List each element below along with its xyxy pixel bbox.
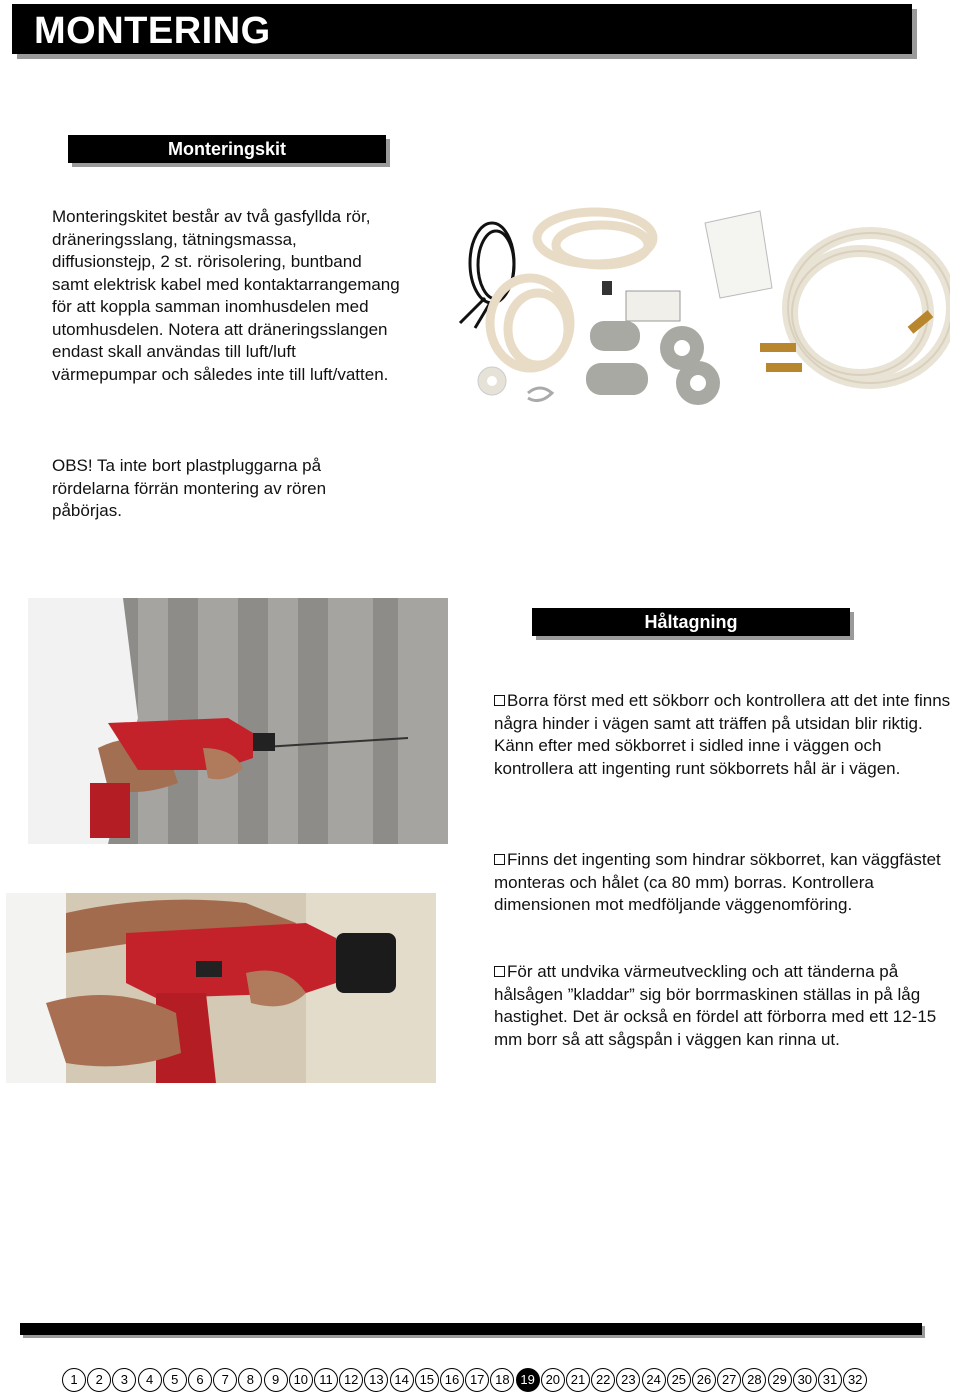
- drill-instruction-2-text: Finns det ingenting som hindrar sökborret, kan väggfästet monteras och hålet (ca 80 mm) borras. Kontrollera dimensionen mot medföljande väggenomföring.: [494, 850, 941, 914]
- page-link-13[interactable]: 13: [364, 1368, 388, 1392]
- section-heading-haltagning: [532, 608, 850, 636]
- pilot-drilling-photo: [28, 598, 448, 844]
- page-link-9[interactable]: 9: [264, 1368, 288, 1392]
- page-link-5[interactable]: 5: [163, 1368, 187, 1392]
- footer-divider: [20, 1323, 922, 1335]
- checkbox-bullet-icon: [494, 695, 505, 706]
- page-link-3[interactable]: 3: [112, 1368, 136, 1392]
- page-link-28[interactable]: 28: [742, 1368, 766, 1392]
- kit-note: OBS! Ta inte bort plastpluggarna på rördelarna förrän montering av rören påbörjas.: [52, 456, 327, 520]
- page-link-32[interactable]: 32: [843, 1368, 867, 1392]
- page-link-8[interactable]: 8: [238, 1368, 262, 1392]
- hole-saw-drilling-photo: [6, 893, 436, 1083]
- page-navigation: [62, 1368, 882, 1392]
- page-link-29[interactable]: 29: [768, 1368, 792, 1392]
- page-link-12[interactable]: 12: [339, 1368, 363, 1392]
- drill-instruction-3-text: För att undvika värmeutveckling och att tänderna på hålsågen ”kladdar” sig bör borrmaskinen ställas in på låg hastighet. Det är också en fördel att förborra med ett 12-15 mm borr så att sågspån i väggen kan rinna ut.: [494, 962, 937, 1049]
- page-link-26[interactable]: 26: [692, 1368, 716, 1392]
- mounting-kit-photo: [430, 193, 950, 433]
- page-link-30[interactable]: 30: [793, 1368, 817, 1392]
- section-heading-monteringskit: [68, 135, 386, 163]
- page-link-10[interactable]: 10: [289, 1368, 313, 1392]
- checkbox-bullet-icon: [494, 966, 505, 977]
- page-link-16[interactable]: 16: [440, 1368, 464, 1392]
- page-link-27[interactable]: 27: [717, 1368, 741, 1392]
- drill-instruction-3: [494, 961, 960, 1051]
- page-link-1[interactable]: 1: [62, 1368, 86, 1392]
- page-link-18[interactable]: 18: [490, 1368, 514, 1392]
- drill-instruction-2: [494, 849, 960, 917]
- page-link-4[interactable]: 4: [138, 1368, 162, 1392]
- page-link-31[interactable]: 31: [818, 1368, 842, 1392]
- kit-description: Monteringskitet består av två gasfyllda rör, dräneringsslang, tätningsmassa, diffusionstejp, 2 st. rörisolering, buntband samt elektrisk kabel med kontaktarrangemang för att koppla samman inomhusdelen med utomhusdelen. Notera att dräneringsslangen endast skall användas till luft/luft värmepumpar och således inte till luft/vatten.: [52, 207, 400, 384]
- page-title: MONTERING: [34, 10, 271, 52]
- page-link-19[interactable]: 19: [516, 1368, 540, 1392]
- page-link-2[interactable]: 2: [87, 1368, 111, 1392]
- page-link-11[interactable]: 11: [314, 1368, 338, 1392]
- page-link-6[interactable]: 6: [188, 1368, 212, 1392]
- page-header-banner: [12, 4, 912, 54]
- page-link-21[interactable]: 21: [566, 1368, 590, 1392]
- page-link-24[interactable]: 24: [642, 1368, 666, 1392]
- section-heading-label: Håltagning: [644, 612, 738, 632]
- page-link-14[interactable]: 14: [390, 1368, 414, 1392]
- page-link-7[interactable]: 7: [213, 1368, 237, 1392]
- page-link-20[interactable]: 20: [541, 1368, 565, 1392]
- drill-instruction-1: [494, 690, 960, 780]
- page-link-25[interactable]: 25: [667, 1368, 691, 1392]
- page-link-23[interactable]: 23: [616, 1368, 640, 1392]
- checkbox-bullet-icon: [494, 854, 505, 865]
- page-link-22[interactable]: 22: [591, 1368, 615, 1392]
- page-link-17[interactable]: 17: [465, 1368, 489, 1392]
- section-heading-label: Monteringskit: [167, 139, 286, 159]
- drill-instruction-1-text: Borra först med ett sökborr och kontrollera att det inte finns några hinder i vägen samt att träffen på utsidan blir riktig. Känn efter med sökborret i sidled inne i väggen och kontrollera att ingenting runt sökborrets hål är i vägen.: [494, 691, 951, 778]
- page-link-15[interactable]: 15: [415, 1368, 439, 1392]
